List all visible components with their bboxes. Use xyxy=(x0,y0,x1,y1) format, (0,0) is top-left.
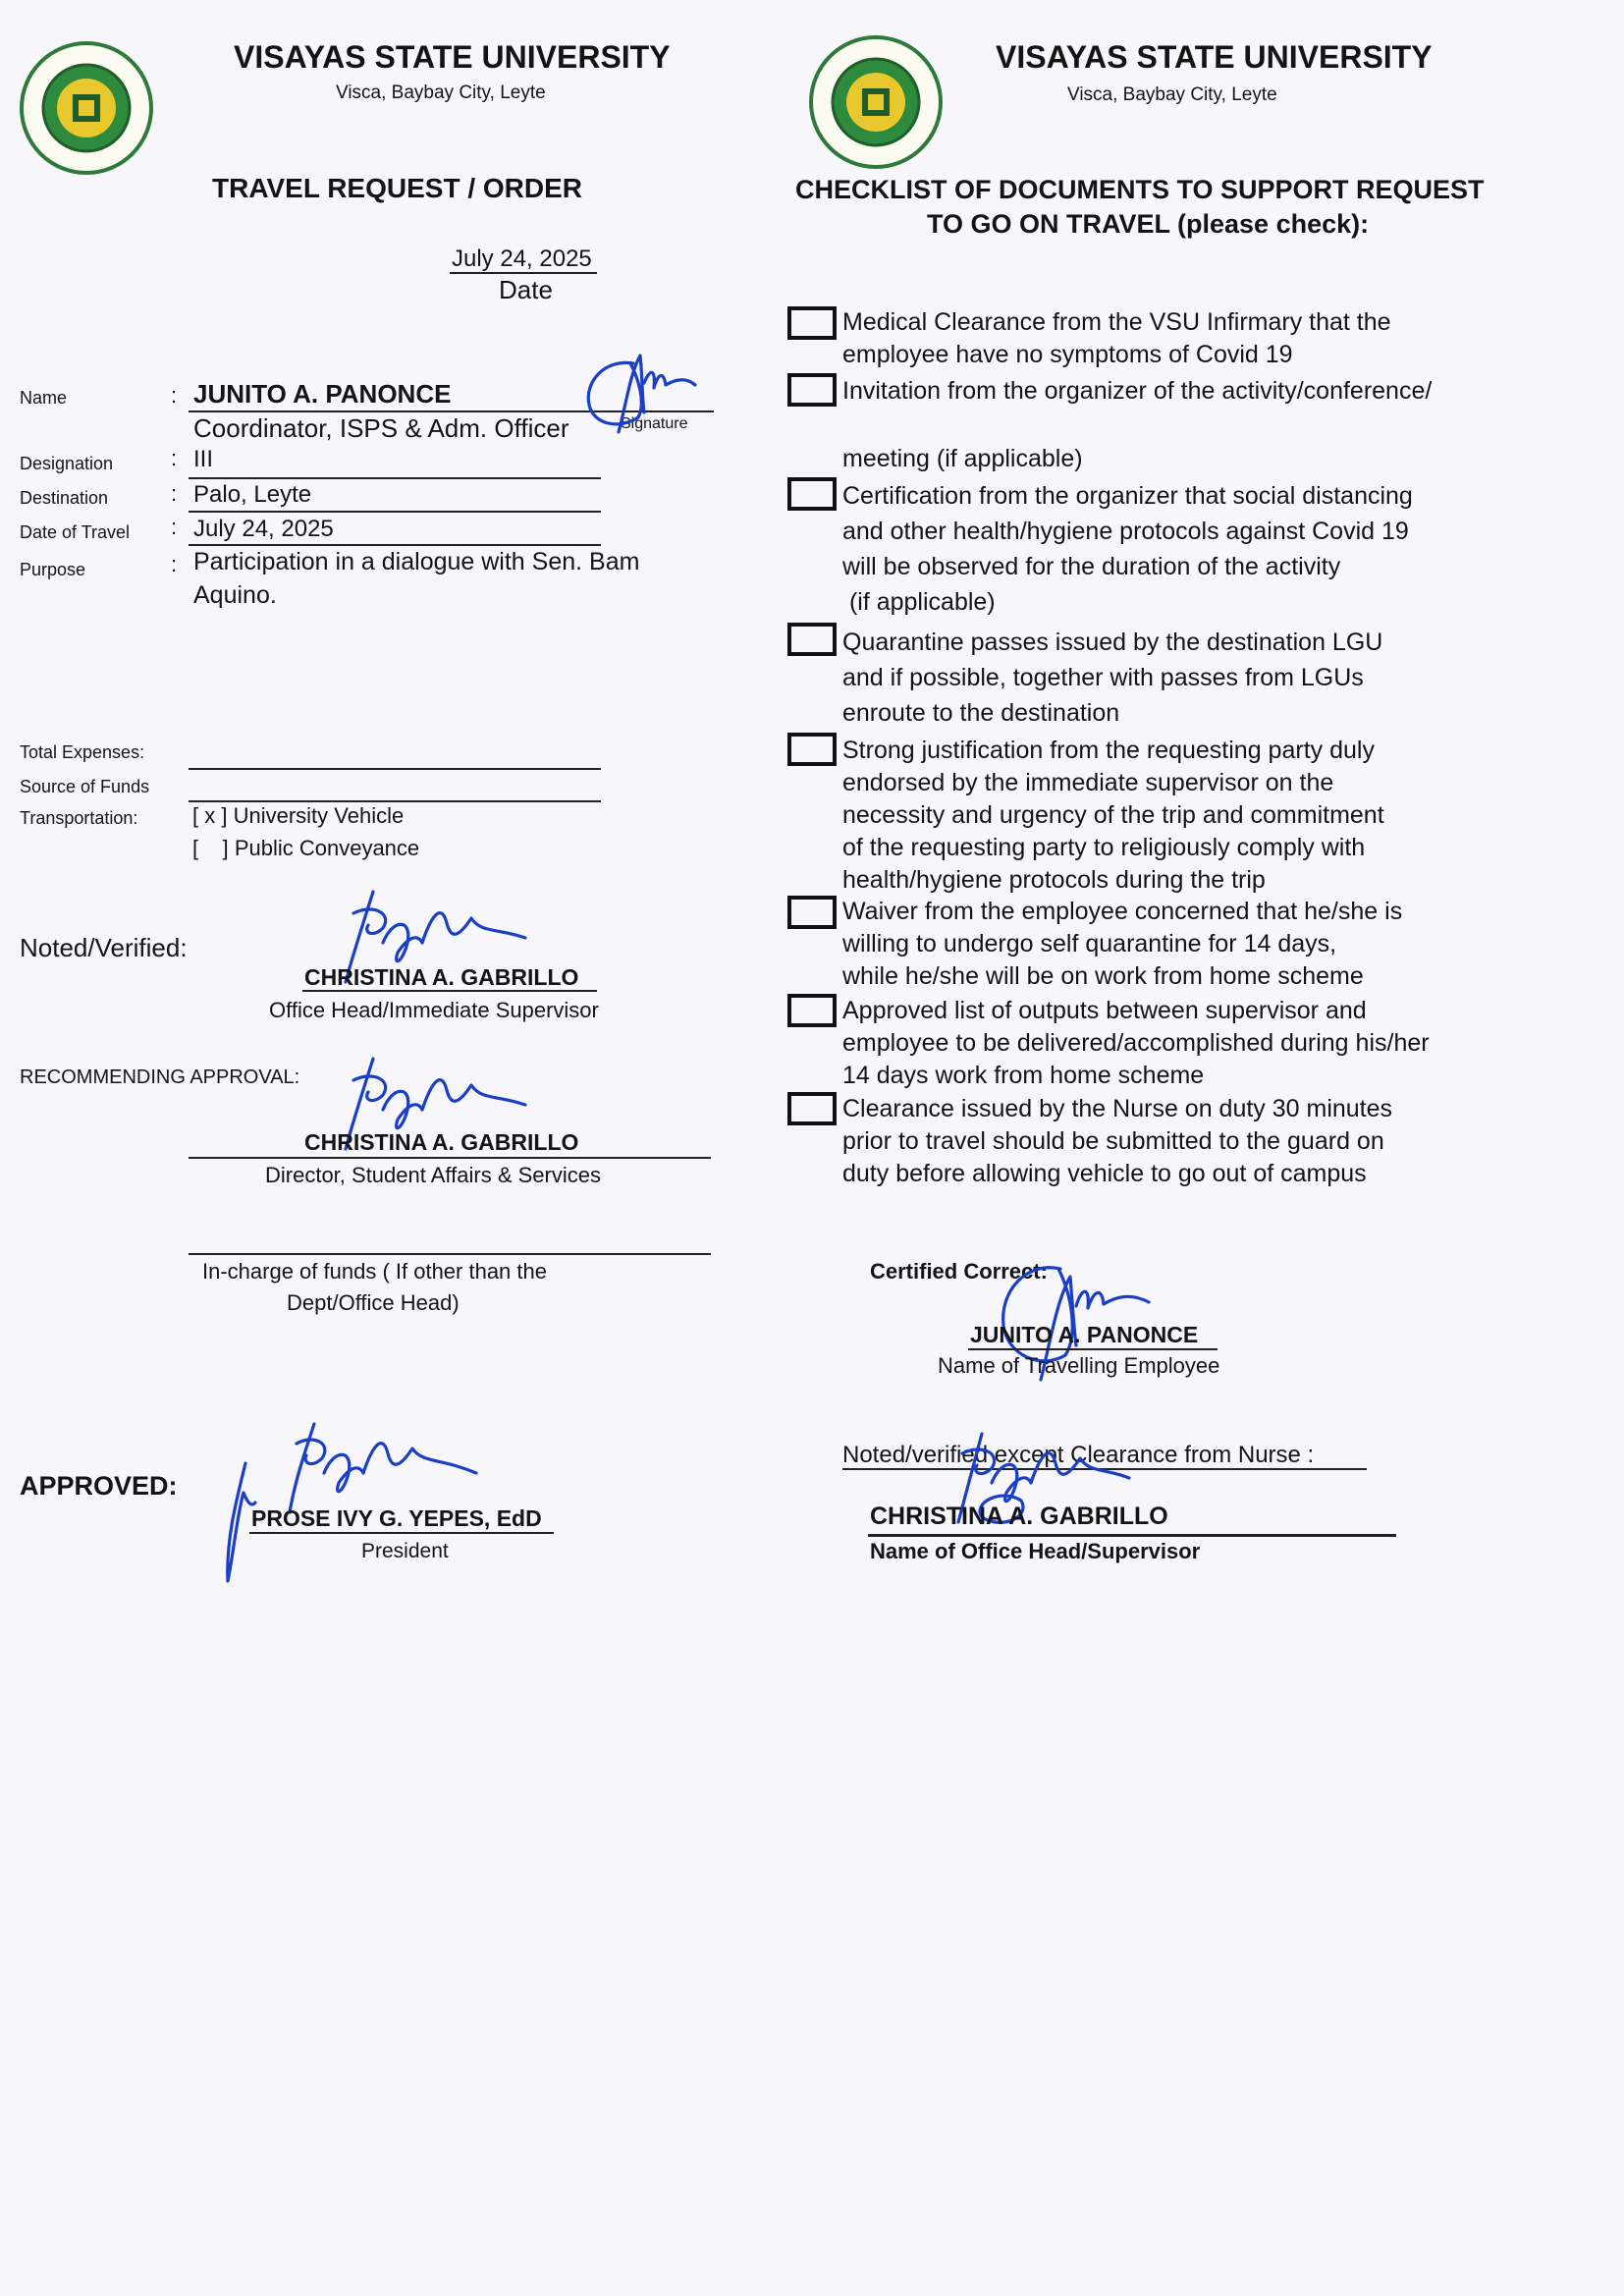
date-of-travel-label: Date of Travel xyxy=(20,522,131,542)
checklist-checkbox-1[interactable] xyxy=(787,306,837,340)
checklist-title-line-1: CHECKLIST OF DOCUMENTS TO SUPPORT REQUEST xyxy=(795,175,1485,204)
transport-option-university-vehicle[interactable] xyxy=(192,803,404,829)
checklist-checkbox-3[interactable] xyxy=(787,477,837,511)
in-charge-line xyxy=(189,1253,711,1255)
noted-name-underline xyxy=(302,990,597,992)
in-charge-line-1: In-charge of funds ( If other than the xyxy=(202,1259,547,1284)
checklist-checkbox-5[interactable] xyxy=(787,733,837,766)
transportation-label: Transportation: xyxy=(20,808,138,828)
source-of-funds-label: Source of Funds xyxy=(20,777,150,796)
recommending-title: Director, Student Affairs & Services xyxy=(265,1163,601,1187)
name-colon: : xyxy=(171,383,178,408)
employee-signature xyxy=(579,344,707,437)
purpose-line-1: Participation in a dialogue with Sen. Bam xyxy=(193,548,640,575)
certified-correct-label: Certified Correct: xyxy=(870,1259,1048,1284)
transport-option-label: University Vehicle xyxy=(233,803,405,828)
position-value: Coordinator, ISPS & Adm. Officer xyxy=(193,413,569,443)
destination-value: Palo, Leyte xyxy=(193,481,312,508)
checklist-title-line-2: TO GO ON TRAVEL (please check): xyxy=(927,209,1370,239)
signature-label: Signature xyxy=(621,415,688,432)
recommending-approval-label: RECOMMENDING APPROVAL: xyxy=(20,1066,300,1088)
noted-except-label: Noted/verified except Clearance from Nurse : xyxy=(842,1442,1315,1468)
noted-name: CHRISTINA A. GABRILLO xyxy=(304,964,579,990)
university-seal-logo xyxy=(18,39,155,177)
name-label: Name xyxy=(20,388,68,408)
date-of-travel-underline xyxy=(189,544,601,546)
total-expenses-line xyxy=(189,768,601,770)
recommending-name: CHRISTINA A. GABRILLO xyxy=(304,1129,579,1155)
designation-colon: : xyxy=(171,446,178,470)
destination-underline xyxy=(189,511,601,513)
supervisor-name-underline xyxy=(868,1534,1396,1537)
university-name: VISAYAS STATE UNIVERSITY xyxy=(234,39,671,75)
total-expenses-label: Total Expenses: xyxy=(20,742,145,762)
approved-signature xyxy=(216,1404,491,1591)
checklist-item-2-cont: meeting (if applicable) xyxy=(842,445,1083,472)
checklist-item-8: Clearance issued by the Nurse on duty 30 minutes prior to travel should be submitted to the guard on duty before allowing vehicle to go out of campus xyxy=(842,1095,1393,1187)
checklist-item-3: Certification from the organizer that social distancing and other health/hygiene protocols against Covid 19 will be observed for the duration of the activity (if applicable) xyxy=(842,482,1413,616)
in-charge-line-2: Dept/Office Head) xyxy=(287,1290,460,1315)
checklist-checkbox-7[interactable] xyxy=(787,994,837,1027)
checklist-checkbox-8[interactable] xyxy=(787,1092,837,1125)
approved-name-underline xyxy=(249,1532,554,1534)
checklist-item-1: Medical Clearance from the VSU Infirmary that the employee have no symptoms of Covid 19 xyxy=(842,308,1391,368)
noted-title: Office Head/Immediate Supervisor xyxy=(269,998,599,1022)
checkbox-mark: [ x ] xyxy=(192,803,228,828)
approved-title: President xyxy=(361,1540,449,1562)
university-name-right: VISAYAS STATE UNIVERSITY xyxy=(996,39,1433,75)
transport-option-label: Public Conveyance xyxy=(234,836,420,860)
purpose-label: Purpose xyxy=(20,560,86,579)
purpose-line-2: Aquino. xyxy=(193,581,277,609)
checklist-checkbox-2[interactable] xyxy=(787,373,837,407)
source-of-funds-line xyxy=(189,800,601,802)
supervisor-name: CHRISTINA A. GABRILLO xyxy=(870,1503,1168,1530)
university-address: Visca, Baybay City, Leyte xyxy=(336,82,546,103)
checkbox-mark: [ ] xyxy=(192,836,229,860)
recommending-name-underline xyxy=(189,1157,711,1159)
transport-option-public-conveyance[interactable] xyxy=(192,836,419,861)
noted-verified-label: Noted/Verified: xyxy=(20,933,188,962)
date-underline xyxy=(450,272,597,274)
date-of-travel-value: July 24, 2025 xyxy=(193,516,334,542)
checklist-checkbox-6[interactable] xyxy=(787,896,837,929)
checklist-item-2: Invitation from the organizer of the activity/conference/ xyxy=(842,377,1433,405)
designation-value: III xyxy=(193,446,214,472)
designation-label: Designation xyxy=(20,454,114,473)
checklist-checkbox-4[interactable] xyxy=(787,623,837,656)
checklist-item-7: Approved list of outputs between supervisor and employee to be delivered/accomplished during his/her 14 days work from home scheme xyxy=(842,997,1430,1089)
university-address-right: Visca, Baybay City, Leyte xyxy=(1067,84,1277,105)
destination-colon: : xyxy=(171,481,178,506)
destination-label: Destination xyxy=(20,488,109,508)
checklist-item-4: Quarantine passes issued by the destination LGU and if possible, together with passes from LGUs enroute to the destination xyxy=(842,629,1383,727)
certified-name: JUNITO A. PANONCE xyxy=(970,1322,1199,1347)
designation-underline xyxy=(189,477,601,479)
approved-name: PROSE IVY G. YEPES, EdD xyxy=(251,1505,542,1531)
university-seal-logo-right xyxy=(807,33,945,171)
date-of-travel-colon: : xyxy=(171,515,178,539)
purpose-colon: : xyxy=(171,552,178,576)
request-date-value: July 24, 2025 xyxy=(452,246,592,272)
name-value: JUNITO A. PANONCE xyxy=(193,379,452,409)
form-title: TRAVEL REQUEST / ORDER xyxy=(212,173,583,203)
approved-label: APPROVED: xyxy=(20,1471,178,1501)
supervisor-title: Name of Office Head/Supervisor xyxy=(870,1539,1201,1563)
certified-title: Name of Travelling Employee xyxy=(938,1353,1220,1378)
date-label: Date xyxy=(499,275,553,304)
checklist-item-5: Strong justification from the requesting party duly endorsed by the immediate supervisor on the necessity and urgency of the trip and commitment of the requesting party to religiously comply with health/hygiene protocols during the trip xyxy=(842,737,1384,894)
certified-name-underline xyxy=(968,1348,1218,1350)
checklist-item-6: Waiver from the employee concerned that he/she is willing to undergo self quarantine for 14 days, while he/she will be on work from home scheme xyxy=(842,898,1403,990)
